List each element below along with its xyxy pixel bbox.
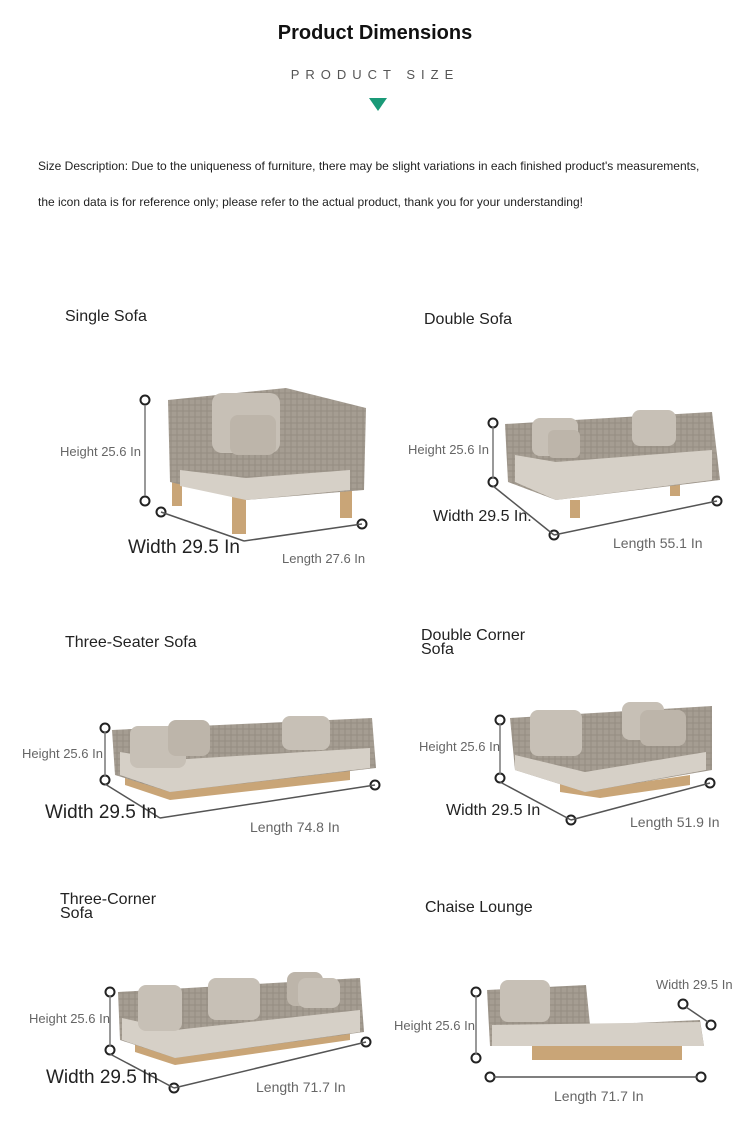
product-name-single-sofa: Single Sofa — [65, 308, 147, 325]
double-corner-sofa-length: Length 51.9 In — [630, 814, 720, 830]
product-name-three-corner-sofa-line-1: Three-Corner — [60, 891, 157, 908]
page-title: Product Dimensions — [277, 22, 473, 44]
double-sofa-length: Length 55.1 In — [613, 535, 703, 551]
chaise-lounge-height: Height 25.6 In — [394, 1018, 475, 1033]
three-seater-sofa-length: Length 74.8 In — [250, 819, 340, 835]
three-seater-sofa-height: Height 25.6 In — [22, 746, 103, 761]
size-description-line-1: Size Description: Due to the uniqueness of furniture, there may be slight variations in each finished product's measurements, — [38, 159, 700, 173]
chaise-lounge-length: Length 71.7 In — [554, 1088, 644, 1104]
chaise-lounge-image — [472, 980, 716, 1082]
product-name-double-corner-sofa-line-1: Double Corner — [421, 627, 526, 644]
double-corner-sofa-width: Width 29.5 In — [446, 802, 541, 819]
page-subtitle: PRODUCT SIZE — [290, 67, 460, 82]
three-corner-sofa-length: Length 71.7 In — [256, 1079, 346, 1095]
single-sofa-image — [141, 388, 367, 541]
double-sofa-height: Height 25.6 In — [408, 442, 489, 457]
product-name-chaise-lounge: Chaise Lounge — [425, 899, 533, 916]
double-corner-sofa-height: Height 25.6 In — [419, 739, 500, 754]
single-sofa-height: Height 25.6 In — [60, 444, 141, 459]
single-sofa-width: Width 29.5 In — [128, 537, 240, 558]
double-sofa-width: Width 29.5 In. — [433, 508, 532, 525]
size-description-line-2: the icon data is for reference only; please refer to the actual product, thank you for your understanding! — [38, 195, 583, 209]
chaise-lounge-width: Width 29.5 In — [656, 977, 733, 992]
three-seater-sofa-width: Width 29.5 In — [45, 802, 157, 823]
three-corner-sofa-height: Height 25.6 In — [29, 1011, 110, 1026]
product-name-three-seater-sofa: Three-Seater Sofa — [65, 634, 197, 651]
product-name-double-corner-sofa-line-2: Sofa — [421, 641, 454, 658]
product-name-three-corner-sofa-line-2: Sofa — [60, 905, 93, 922]
three-corner-sofa-width: Width 29.5 In — [46, 1067, 158, 1088]
single-sofa-length: Length 27.6 In — [282, 551, 366, 566]
product-name-double-sofa: Double Sofa — [424, 311, 513, 328]
